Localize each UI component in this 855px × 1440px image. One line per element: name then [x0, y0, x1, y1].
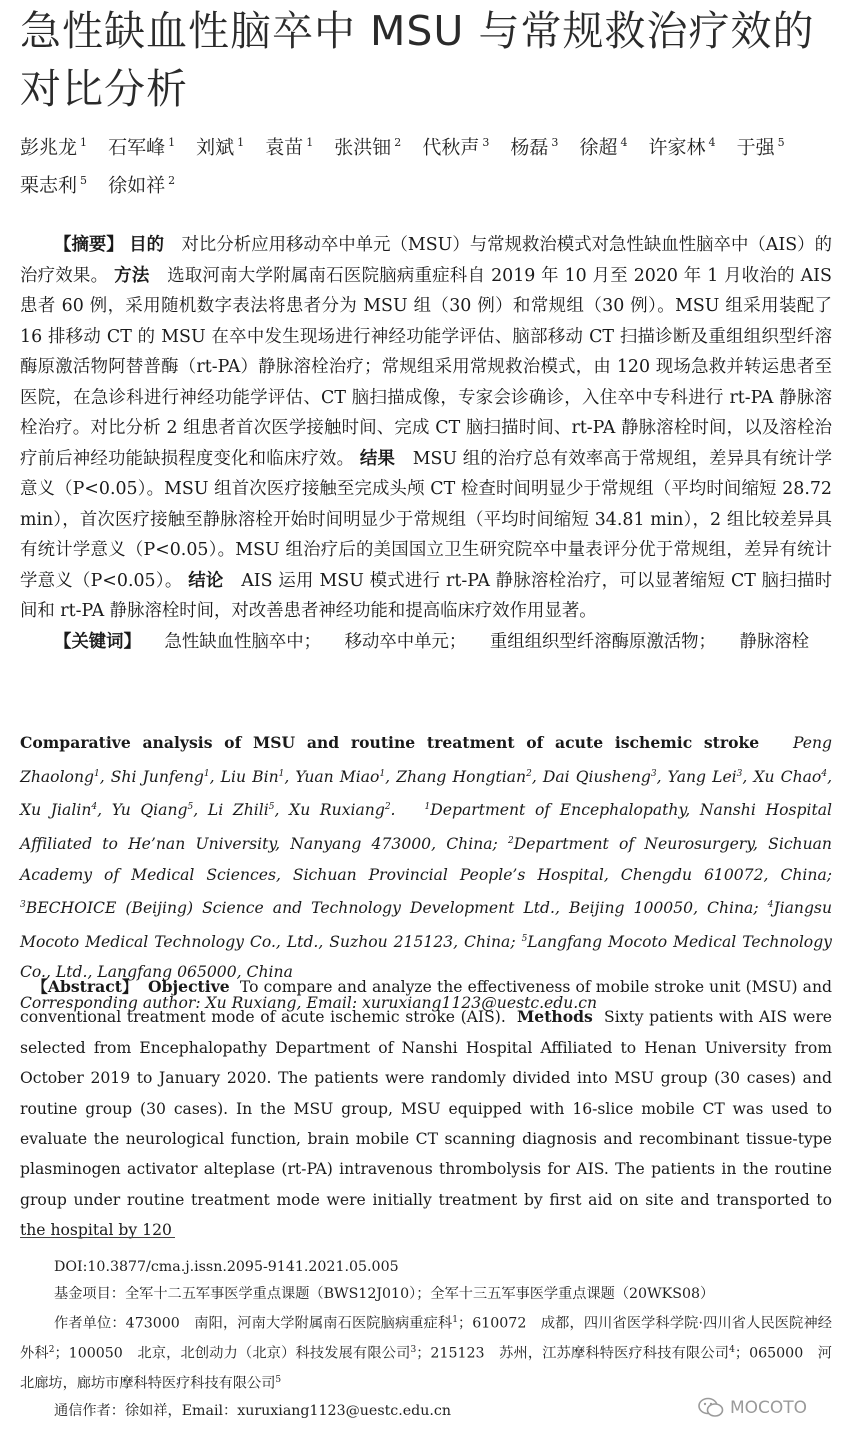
objective-text-en: To compare and analyze the effectiveness of mobile stroke unit (MSU) and conventional treatment mode of acute ischemic stroke (AIS). — [20, 978, 832, 1027]
author: 杨磊 $^3$ — [510, 136, 559, 159]
affiliation: $^1$Department of Encephalopathy, Nanshi Hospital Affiliated to He’nan University, Nanyang 473000, China; — [20, 801, 833, 854]
author: Liu Bin$^1$, — [220, 767, 290, 786]
author: 许家林 $^4$ — [648, 136, 716, 159]
keyword: 移动卒中单元； — [344, 631, 467, 652]
author: Yang Lei$^3$, — [667, 767, 748, 786]
affiliation: $^4$Jiangsu Mocoto Medical Technology Co., Ltd., Suzhou 215123, China; — [20, 899, 832, 951]
author: 张洪钿 $^2$ — [334, 136, 402, 159]
author: 于强 $^5$ — [736, 136, 785, 159]
author: 徐超 $^4$ — [579, 136, 628, 159]
author: 徐如祥 $^2$ — [108, 174, 176, 197]
corresponding-author-label: Corresponding author — [20, 993, 196, 1012]
author: Zhang Hongtian$^2$, — [396, 767, 537, 786]
objective-label-en: Objective — [148, 977, 230, 996]
keyword: 静脉溶栓 — [739, 631, 810, 652]
keywords-label: 【关键词】 — [54, 631, 141, 652]
funding: 基金项目：全军十二五军事医学重点课题（BWS12J010）；全军十三五军事医学重点课题（20WKS08） — [54, 1285, 715, 1302]
results-text: MSU 组的治疗总有效率高于常规组，差异具有统计学意义（P<0.05）。MSU 组首次医疗接触至完成头颅 CT 检查时间明显少于常规组（平均时间缩短 28.72 min），首次医疗接触至静脉溶栓开始时间明显少于常规组（平均时间缩短 34.81 min），2 组比较差异具有统计学意义（P<0.05）。MSU 组治疗后的美国国立卫生研究院卒中量表评分优于常规组，差异有统计学意义（P<0.05）。 — [20, 448, 832, 591]
conclusion-label: 结论 — [188, 570, 224, 591]
wechat-icon — [698, 1397, 724, 1419]
keywords-cn — [20, 627, 832, 658]
abstract-en-label: 【Abstract】 — [32, 977, 138, 996]
affiliation: $^3$BECHOICE (Beijing) Science and Technology Development Ltd., Beijing 100050, China; — [20, 899, 759, 918]
author: Yuan Miao$^1$, — [295, 767, 391, 786]
affiliation: $^5$Langfang Mocoto Medical Technology Co., Ltd., Langfang 065000, China — [20, 932, 832, 982]
author: Peng Zhaolong$^1$, — [20, 734, 832, 786]
affiliation: $^2$Department of Neurosurgery, Sichuan Academy of Medical Sciences, Sichuan Provincial People’s Hospital, Chengdu 610072, China; — [20, 835, 832, 884]
author: 刘斌 $^1$ — [196, 136, 245, 159]
methods-label: 方法 — [114, 265, 150, 286]
author: Xu Ruxiang$^2$. — [289, 801, 396, 820]
methods-text-en: Sixty patients with AIS were selected from Encephalopathy Department of Nanshi Hospital Affiliated to Henan University from October 2019 to January 2020. The patients were randomly divided into MSU group (30 cases) and routine group (30 cases). In the MSU group, MSU equipped with 16-slice mobile CT was used to evaluate the neurological function, brain mobile CT scanning diagnosis and recombinant tissue-type plasminogen activator alteplase (rt-PA) intravenous thrombolysis for AIS. The patients in the routine group under routine treatment mode were initially treatment by first aid on site and transported to the hospital by 120 — [20, 1008, 832, 1240]
methods-text: 选取河南大学附属南石医院脑病重症科自 2019 年 10 月至 2020 年 1 月收治的 AIS 患者 60 例，采用随机数字表法将患者分为 MSU 组（30 例）和常规组（30 例）。MSU 组采用装配了 16 排移动 CT 的 MSU 在卒中发生现场进行神经功能学评估、脑部移动 CT 扫描诊断及重组组织型纤溶酶原激活物阿替普酶（rt-PA）静脉溶栓治疗；常规组采用常规救治模式，由 120 现场急救并转运患者至医院，在急诊科进行神经功能学评估、CT 脑扫描成像，专家会诊确诊，入住卒中专科进行 rt-PA 静脉溶栓治疗。对比分析 2 组患者首次医学接触时间、完成 CT 脑扫描时间、rt-PA 静脉溶栓时间，以及溶栓治疗前后神经功能缺损程度变化和临床疗效。 — [20, 265, 832, 469]
author: Dai Qiusheng$^3$, — [542, 767, 662, 786]
author: 彭兆龙 $^1$ — [20, 136, 88, 159]
keyword: 重组组织型纤溶酶原激活物； — [489, 631, 716, 652]
abstract-cn-label: 【摘要】 — [54, 235, 124, 255]
author: 代秋声 $^3$ — [422, 136, 490, 159]
conclusion-text: AIS 运用 MSU 模式进行 rt-PA 静脉溶栓治疗，可以显著缩短 CT 脑扫描时间和 rt-PA 静脉溶栓时间，对改善患者神经功能和提高临床疗效作用显著。 — [20, 570, 832, 621]
keyword: 急性缺血性脑卒中； — [164, 631, 322, 652]
watermark-text: MOCOTO — [730, 1398, 808, 1418]
corresponding-author: : Xu Ruxiang, Email: xuruxiang1123@uestc.edu.cn — [195, 993, 598, 1012]
author: 袁苗 $^1$ — [265, 136, 314, 159]
objective-text: 对比分析应用移动卒中单元（MSU）与常规救治模式对急性缺血性脑卒中（AIS）的治疗效果。 — [20, 235, 832, 286]
author: Shi Junfeng$^1$, — [110, 767, 215, 786]
methods-label-en: Methods — [517, 1007, 593, 1027]
author: 栗志利 $^5$ — [20, 174, 88, 197]
watermark — [698, 1393, 838, 1423]
abstract-cn-body — [20, 230, 832, 627]
corresponding-author-cn: 通信作者：徐如祥，Email：xuruxiang1123@uestc.edu.cn — [54, 1402, 451, 1419]
abstract-cn — [20, 230, 832, 657]
author: Xu Jialin$^4$, — [20, 801, 103, 820]
english-title: Comparative analysis of MSU and routine treatment of acute ischemic stroke — [20, 733, 760, 752]
author: Li Zhili$^5$, — [207, 801, 280, 820]
author: Yu Qiang$^5$, — [111, 801, 199, 820]
objective-label: 目的 — [129, 235, 165, 255]
author: 石军峰 $^1$ — [108, 136, 176, 159]
doi: DOI:10.3877/cma.j.issn.2095-9141.2021.05.005 — [54, 1259, 399, 1275]
footnote-divider — [20, 1237, 175, 1238]
author: Xu Chao$^4$, — [753, 767, 833, 786]
results-label: 结果 — [359, 448, 396, 469]
author-list-cn — [20, 126, 832, 203]
abstract-en — [20, 972, 832, 1246]
author-units: 作者单位：473000 南阳，河南大学附属南石医院脑病重症科$^1$；610072 成都，四川省医学科学院·四川省人民医院神经外科$^2$；100050 北京，北创动力（北京）科技发展有限公司$^3$；215123 苏州，江苏摩科特医疗科技有限公司$^4$；065000 河北廊坊，廊坊市摩科特医疗科技有限公司$^5$ — [20, 1315, 832, 1393]
page-title: 急性缺血性脑卒中 MSU 与常规救治疗效的对比分析 — [20, 7, 815, 113]
